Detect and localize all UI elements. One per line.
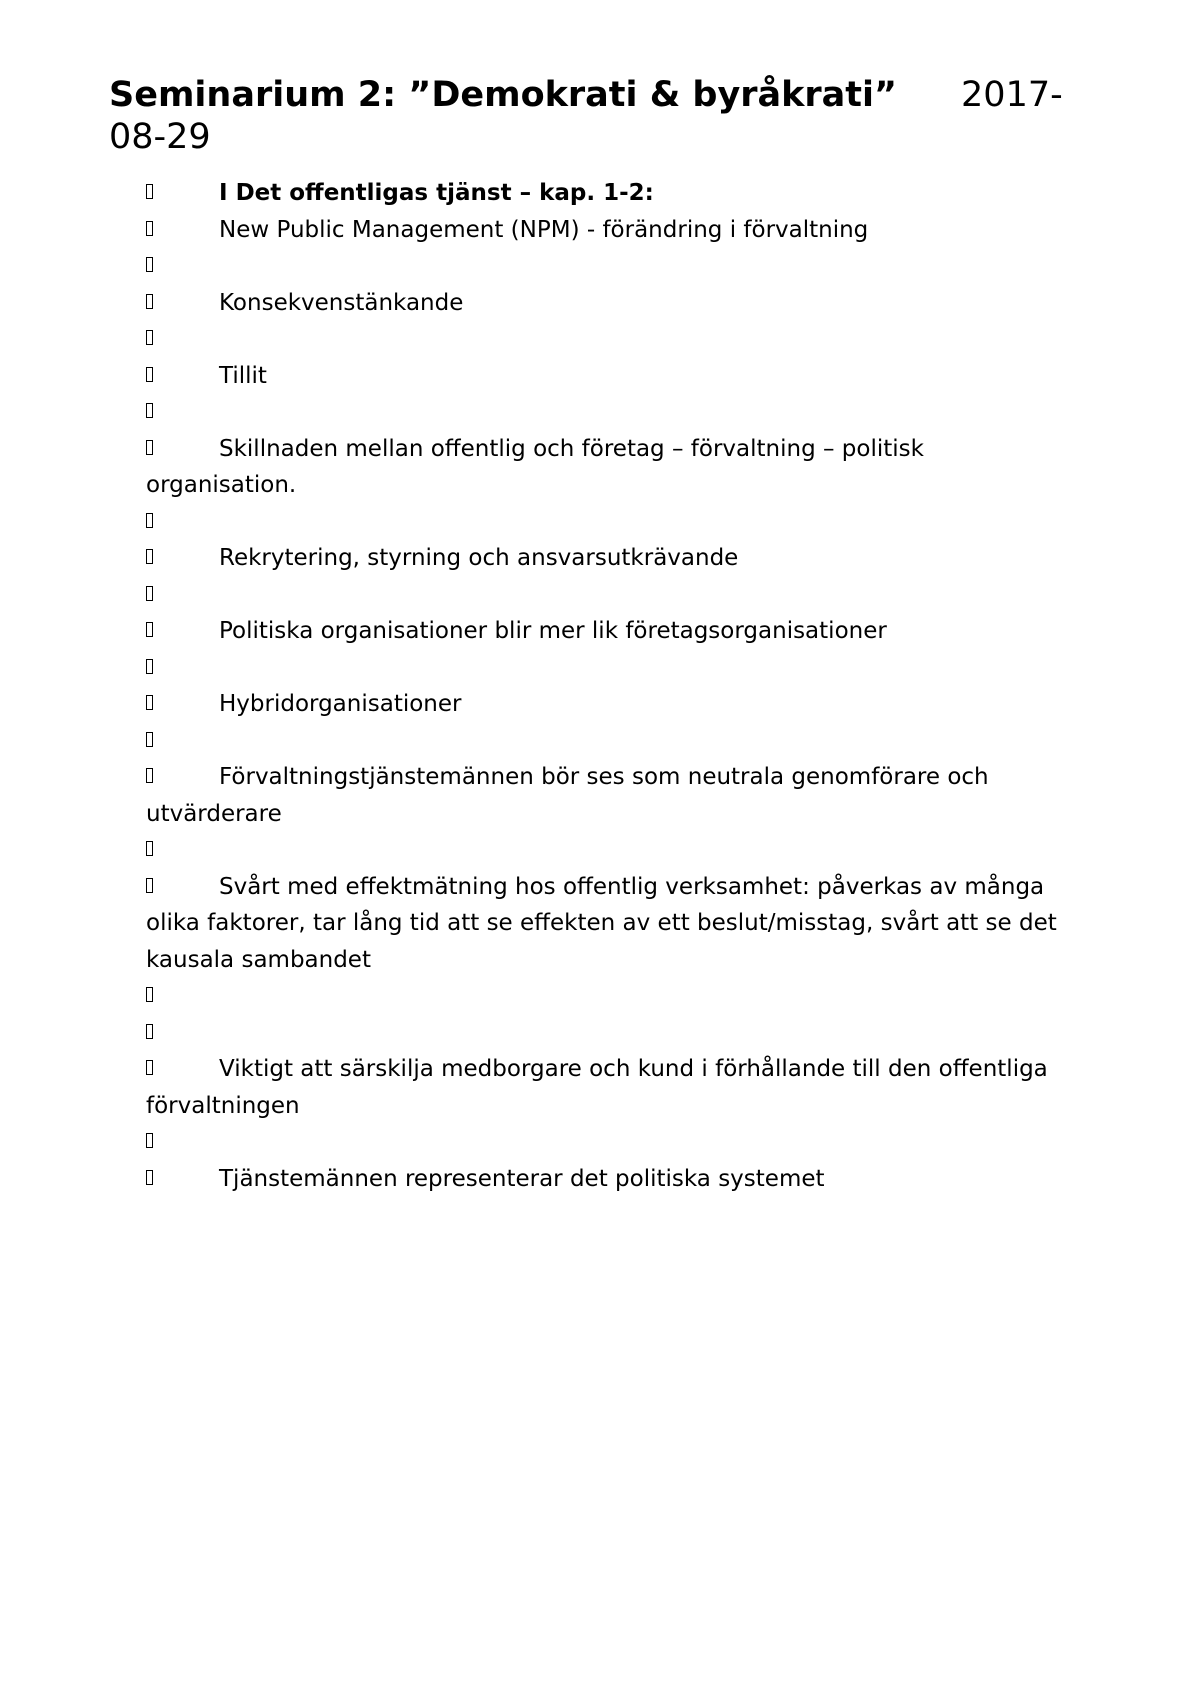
list-item: [146, 686, 1076, 723]
list-item: [146, 540, 1076, 577]
bullet-icon: [146, 175, 219, 212]
list-item-text: Konsekvenstänkande: [219, 289, 464, 316]
list-item: [146, 723, 1076, 760]
list-item: [146, 759, 1076, 832]
bullet-icon: [146, 832, 219, 869]
list-item-text: Tillit: [219, 362, 267, 389]
bullet-icon: [146, 540, 219, 577]
bullet-icon: [146, 613, 219, 650]
list-item: [146, 832, 1076, 869]
list-item-text: Viktigt att särskilja medborgare och kund i förhållande till den offentliga förvaltningen: [146, 1056, 1048, 1119]
list-item-text: I Det offentligas tjänst – kap. 1-2:: [219, 180, 654, 206]
list-item: [146, 175, 1076, 212]
bullet-icon: [146, 431, 219, 468]
bullet-icon: [146, 1015, 219, 1052]
list-item: [146, 285, 1076, 322]
page-title: [109, 74, 1109, 158]
list-item: [146, 1161, 1076, 1198]
list-item-text: Rekrytering, styrning och ansvarsutkrävande: [219, 545, 739, 571]
bullet-icon: [146, 394, 219, 431]
bullet-icon: [146, 1124, 219, 1161]
list-item-text: Hybridorganisationer: [219, 691, 462, 717]
list-item: [146, 394, 1076, 431]
notes-list: [146, 175, 1076, 1197]
bullet-icon: [146, 285, 219, 322]
list-item-text: New Public Management (NPM) - förändring i förvaltning: [219, 216, 869, 243]
bullet-icon: [146, 248, 219, 285]
document-date: 2017-08-29: [109, 75, 1063, 157]
list-item: [146, 248, 1076, 285]
list-item: [146, 1124, 1076, 1161]
list-item: [146, 321, 1076, 358]
list-item-text: Politiska organisationer blir mer lik företagsorganisationer: [219, 618, 887, 644]
bullet-icon: [146, 321, 219, 358]
list-item: [146, 1051, 1076, 1124]
bullet-icon: [146, 212, 219, 249]
list-item: [146, 869, 1076, 979]
list-item-text: Skillnaden mellan offentlig och företag – förvaltning – politisk organisation.: [146, 435, 924, 498]
bullet-icon: [146, 759, 219, 796]
list-item: [146, 978, 1076, 1015]
list-item: [146, 212, 1076, 249]
document-title: Seminarium 2: ”Demokrati & byråkrati”: [109, 75, 898, 115]
list-item: [146, 431, 1076, 504]
list-item-text: Tjänstemännen representerar det politiska systemet: [219, 1165, 825, 1192]
bullet-icon: [146, 723, 219, 760]
bullet-icon: [146, 358, 219, 395]
list-item-text: Svårt med effektmätning hos offentlig verksamhet: påverkas av många olika faktorer, tar lång tid att se effekten av ett beslut/misstag, svårt att se det kausala sambandet: [146, 873, 1057, 973]
bullet-icon: [146, 650, 219, 687]
list-item: [146, 613, 1076, 650]
bullet-icon: [146, 577, 219, 614]
list-item: [146, 650, 1076, 687]
bullet-icon: [146, 1051, 219, 1088]
list-item: [146, 504, 1076, 541]
bullet-icon: [146, 1161, 219, 1198]
bullet-icon: [146, 686, 219, 723]
list-item: [146, 1015, 1076, 1052]
list-item: [146, 577, 1076, 614]
bullet-icon: [146, 978, 219, 1015]
list-item: [146, 358, 1076, 395]
bullet-icon: [146, 504, 219, 541]
list-item-text: Förvaltningstjänstemännen bör ses som neutrala genomförare och utvärderare: [146, 764, 989, 827]
bullet-icon: [146, 869, 219, 906]
